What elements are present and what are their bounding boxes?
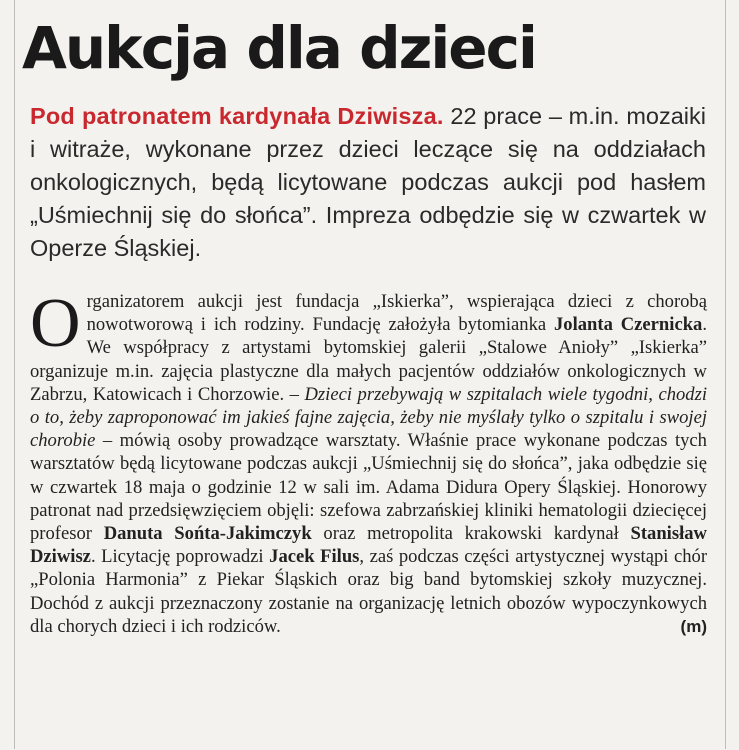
body-text-1: rganizatorem aukcji jest fundacja „Iskierka”, wspierająca dzieci z chorobą nowotworową i ich rodziny. Fundację założyła bytomianka [86, 291, 707, 336]
body-text-6: , zaś podczas części artystycznej wystąpi chór „Polonia Harmonia” z Piekar Śląskich oraz big band bytomskiej szkoły muzycznej. Dochód z aukcji przeznaczony zostanie na organizację letnich obozów wypoczynkowych dla chorych dzieci i ich rodziców. [30, 546, 708, 637]
body-text-3: – mówią osoby prowadzące warsztaty. Właśnie prace wykonane podczas tych warsztatów będą licytowane podczas aukcji „Uśmiechnij się do słońca”, jaka odbędzie się w czwartek 18 maja o godzinie 12 w sali im. Adama Didura Opery Śląskiej. Honorowy patronat nad przedsięwzięciem objęli: szefowa zabrzańskiej kliniki hematologii dziecięcej profesor [30, 430, 707, 545]
lead-paragraph [30, 100, 706, 265]
quote-text: Dzieci przebywają w szpitalach wiele tygodni, chodzi o to, żeby zaproponować im jakieś fajne zajęcia, żeby nie myślały tylko o szpitalu i swojej chorobie [30, 383, 707, 452]
headline: Aukcja dla dzieci [22, 14, 536, 82]
person-name-czernicka: Jolanta Czernicka [554, 314, 703, 336]
body-paragraph [30, 285, 708, 638]
person-name-filus: Jacek Filus [269, 546, 360, 568]
body-text-2: . We współpracy z artystami bytomskiej galerii „Stalowe Anioły” „Iskierka” organizuje m.in. zajęcia plastyczne dla małych pacjentów oddziałów onkologicznych w Zabrzu, Katowicach i Chorzowie. – [30, 314, 707, 405]
body-text-4: oraz metropolita krakowski kardynał [323, 523, 619, 545]
lead-kicker: Pod patronatem kardynała Dziwisza. [30, 103, 444, 129]
lead-text: 22 prace – m.in. mozaiki i witraże, wykonane przez dzieci leczące się na oddziałach onkologicznych, będą licytowane podczas aukcji pod hasłem „Uśmiechnij się do słońca”. Impreza odbędzie się w czwartek w Operze Śląskiej. [30, 103, 706, 261]
person-name-sonta-jakimczyk: Danuta Sońta-Jakimczyk [103, 523, 312, 545]
body-text-5: . Licytację poprowadzi [90, 546, 264, 568]
drop-cap: O [30, 285, 81, 362]
author-signoff: (m) [680, 616, 707, 636]
person-name-dziwisz: Stanisław Dziwisz [30, 523, 707, 568]
